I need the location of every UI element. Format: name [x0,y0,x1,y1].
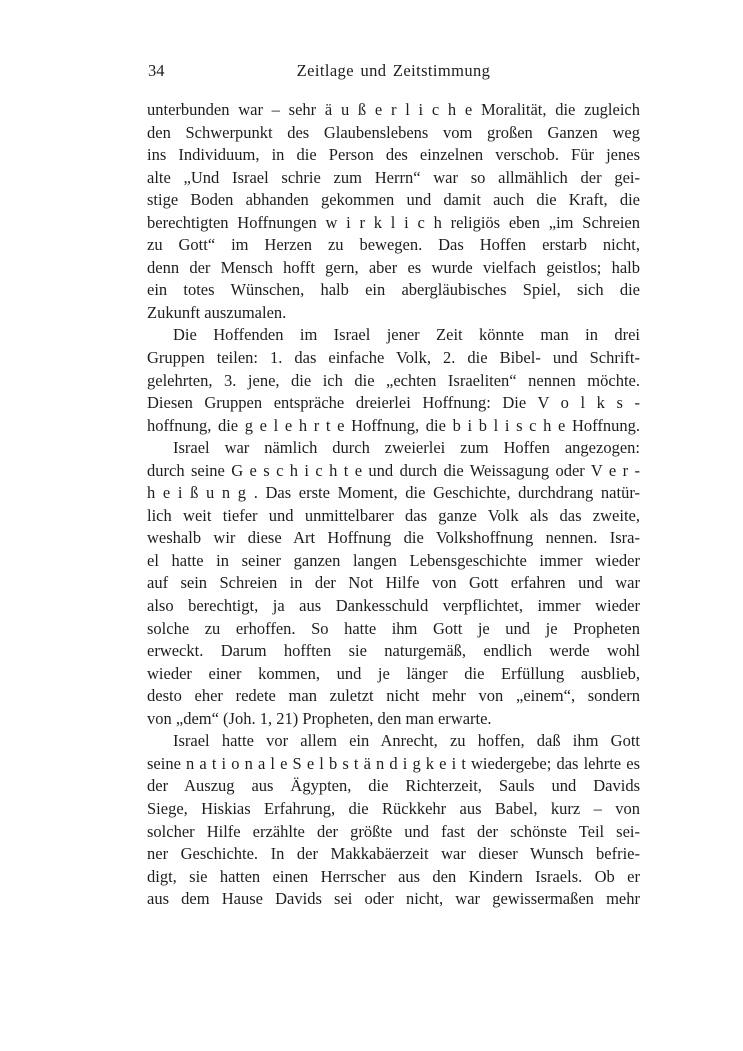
text-line: el hatte in seiner ganzen langen Lebensgeschichte immer wieder [147,550,640,570]
text-line: desto eher redete man zuletzt nicht mehr von „einem“, sondern [147,686,640,706]
text-line: ins Individuum, in die Person des einzelnen verschob. Für jenes [147,145,640,165]
text-line: hoffnung, die g e l e h r t e Hoffnung, die b i b l i s c h e Hoffnung. [147,415,640,435]
text-line: den Schwerpunkt des Glaubenslebens vom großen Ganzen weg [147,122,640,142]
text-line: aus dem Hause Davids sei oder nicht, war gewissermaßen mehr [147,889,640,909]
text-line: denn der Mensch hofft gern, aber es wurde vielfach geistlos; halb [147,257,640,277]
text-line: also berechtigt, ja aus Dankesschuld verpflichtet, immer wieder [147,596,640,616]
text-line: wieder einer kommen, und je länger die Erfüllung ausblieb, [147,663,640,683]
text-line: berechtigten Hoffnungen w i r k l i c h religiös eben „im Schreien [147,212,640,232]
text-line: lich weit tiefer und unmittelbarer das ganze Volk als das zweite, [147,505,640,525]
text-line: ein totes Wünschen, halb ein abergläubisches Spiel, sich die [147,280,640,300]
text-line: erweckt. Darum hofften sie naturgemäß, endlich werde wohl [147,641,640,661]
text-line: gelehrten, 3. jene, die ich die „echten Israeliten“ nennen möchte. [147,370,640,390]
text-line: durch seine G e s c h i c h t e und durch die Weissagung oder V e r - [147,460,640,480]
running-title: Zeitlage und Zeitstimmung [296,61,491,80]
text-line: solche zu erhoffen. So hatte ihm Gott je und je Propheten [147,618,640,638]
text-line: der Auszug aus Ägypten, die Richterzeit, Sauls und Davids [147,776,640,796]
text-line: zu Gott“ im Herzen zu bewegen. Das Hoffen erstarb nicht, [147,235,640,255]
text-line: digt, sie hatten einen Herrscher aus den Kindern Israels. Ob er [147,866,640,886]
text-line: h e i ß u n g . Das erste Moment, die Geschichte, durchdrang natür- [147,483,640,503]
text-line: von „dem“ (Joh. 1, 21) Propheten, den man erwarte. [147,708,492,728]
page-header [147,60,640,82]
text-line: Gruppen teilen: 1. das einfache Volk, 2. die Bibel- und Schrift- [147,348,640,368]
text-line: Die Hoffenden im Israel jener Zeit könnte man in drei [173,325,640,345]
text-line: Israel hatte vor allem ein Anrecht, zu hoffen, daß ihm Gott [173,731,640,751]
text-line: solcher Hilfe erzählte der größte und fast der schönste Teil sei- [147,821,640,841]
page-body [147,99,640,911]
text-line: seine n a t i o n a l e S e l b s t ä n d i g k e i t wiedergebe; das lehrte es [147,753,640,773]
text-line: Israel war nämlich durch zweierlei zum Hoffen angezogen: [173,438,640,458]
text-line: alte „Und Israel schrie zum Herrn“ war so allmählich der gei- [147,167,640,187]
text-line: Diesen Gruppen entspräche dreierlei Hoffnung: Die V o l k s - [147,393,640,413]
text-line: auf sein Schreien in der Not Hilfe von Gott erfahren und war [147,573,640,593]
text-line: ner Geschichte. In der Makkabäerzeit war dieser Wunsch befrie- [147,844,640,864]
text-line: Siege, Hiskias Erfahrung, die Rückkehr aus Babel, kurz – von [147,798,640,818]
text-line: Zukunft auszumalen. [147,302,287,322]
text-line: unterbunden war – sehr ä u ß e r l i c h e Moralität, die zugleich [147,100,640,119]
text-line: stige Boden abhanden gekommen und damit auch die Kraft, die [147,190,640,210]
page-number: 34 [148,61,165,80]
text-line: weshalb wir diese Art Hoffnung die Volkshoffnung nennen. Isra- [147,528,640,548]
